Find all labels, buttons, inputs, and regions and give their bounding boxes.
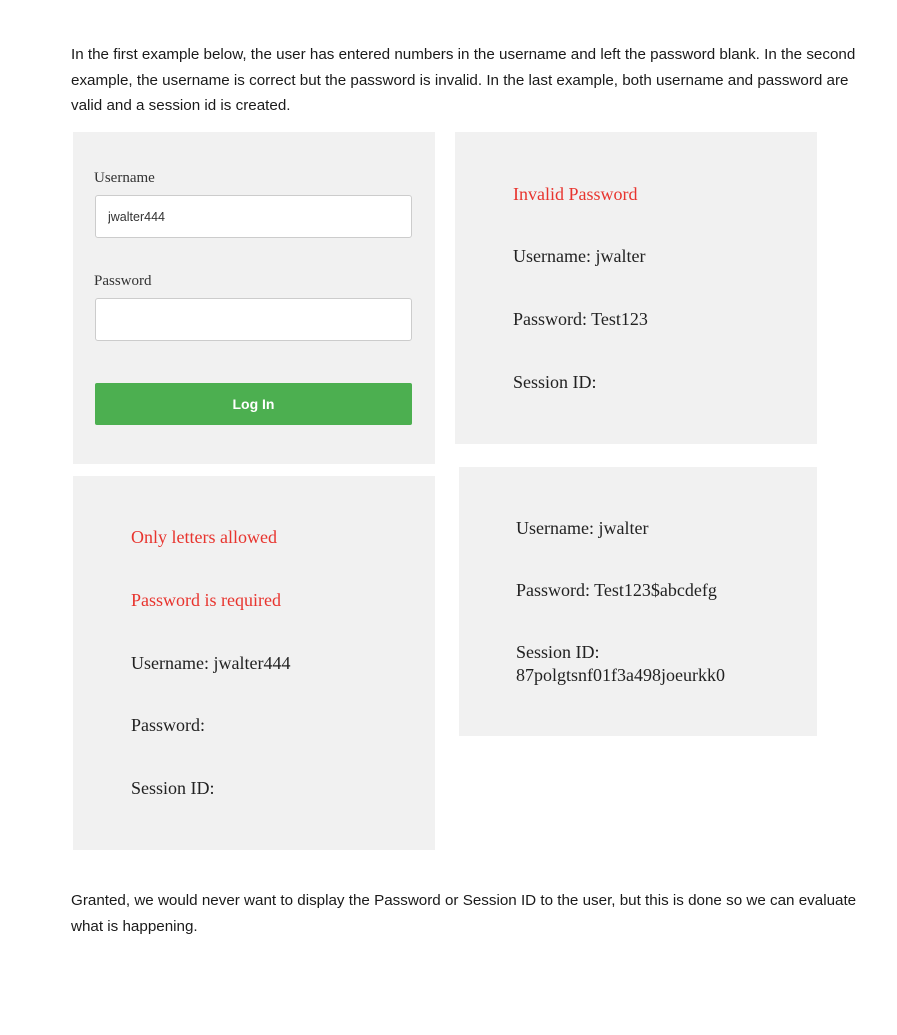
session-id-value: 87polgtsnf01f3a498joeurkk0 [516,665,725,685]
username-output: Username: jwalter444 [131,653,291,673]
password-required-error: Password is required [131,590,281,610]
login-form-panel [73,132,435,464]
session-id-label: Session ID: [516,642,600,662]
username-error: Only letters allowed [131,527,277,547]
password-label: Password [94,273,152,289]
login-button[interactable]: Log In [95,383,412,425]
password-output: Password: Test123 [513,309,648,329]
session-id-output: Session ID: [131,778,215,798]
intro-paragraph: In the first example below, the user has entered numbers in the username and left the password blank. In the second example, the username is correct but the password is invalid. In the last example, both username and password are valid and a session id is created. [71,46,856,114]
username-output: Username: jwalter [516,518,649,538]
outro-paragraph: Granted, we would never want to display the Password or Session ID to the user, but this is done so we can evaluate what is happening. [71,892,857,935]
username-output: Username: jwalter [513,246,646,266]
invalid-username-result-panel [73,476,435,850]
username-input[interactable] [95,195,412,238]
password-output: Password: [131,715,206,735]
session-id-output: Session ID: [513,372,597,392]
password-output: Password: Test123$abcdefg [516,580,717,600]
invalid-password-result-panel [455,132,817,444]
username-label: Username [94,170,155,186]
invalid-password-error: Invalid Password [513,184,638,204]
password-input[interactable] [95,298,412,341]
success-result-panel [459,467,817,736]
